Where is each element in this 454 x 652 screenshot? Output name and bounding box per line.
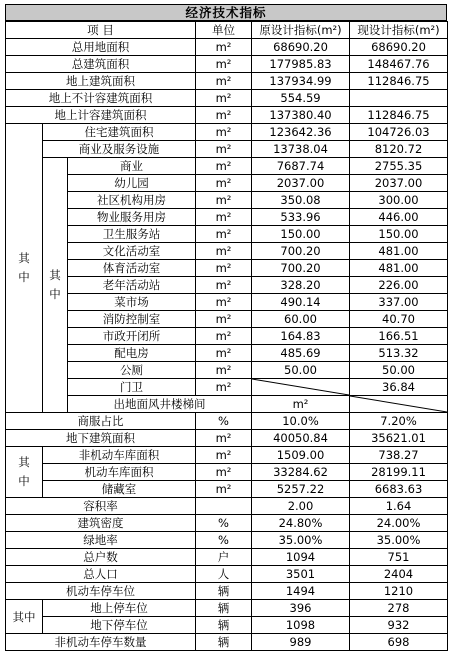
row-original: 1509.00: [252, 447, 350, 464]
economic-indicators-sheet: [5, 4, 447, 651]
row-unit: m²: [196, 192, 252, 209]
row-original: 137380.40: [252, 107, 350, 124]
row-label: 社区机构用房: [68, 192, 196, 209]
row-unit: 辆: [196, 617, 252, 634]
table-row: [6, 464, 448, 481]
row-original: 40050.84: [252, 430, 350, 447]
row-label: 消防控制室: [68, 311, 196, 328]
row-original: 68690.20: [252, 39, 350, 56]
row-current: 278: [350, 600, 448, 617]
row-unit: m²: [196, 447, 252, 464]
row-original: 123642.36: [252, 124, 350, 141]
indicators-table: [5, 21, 448, 651]
row-current: 7.20%: [350, 413, 448, 430]
row-label: 老年活动站: [68, 277, 196, 294]
group-char: 其: [18, 455, 30, 469]
row-original: 533.96: [252, 209, 350, 226]
row-original: 554.59: [252, 90, 350, 107]
row-current: 2037.00: [350, 175, 448, 192]
group-char: 其: [49, 268, 61, 282]
row-current: 35621.01: [350, 430, 448, 447]
row-current: 40.70: [350, 311, 448, 328]
row-current: 1.64: [350, 498, 448, 515]
row-original: 700.20: [252, 243, 350, 260]
header-row: [6, 22, 448, 39]
table-row: [6, 566, 448, 583]
row-unit: 辆: [196, 634, 252, 651]
table-row: [6, 413, 448, 430]
row-current: 226.00: [350, 277, 448, 294]
row-current: 104726.03: [350, 124, 448, 141]
row-current: 481.00: [350, 260, 448, 277]
row-original: 5257.22: [252, 481, 350, 498]
table-row: [6, 209, 448, 226]
row-current: 446.00: [350, 209, 448, 226]
row-label: 卫生服务站: [68, 226, 196, 243]
row-original: 137934.99: [252, 73, 350, 90]
row-original: 50.00: [252, 362, 350, 379]
table-row: [6, 192, 448, 209]
row-unit: m²: [196, 39, 252, 56]
table-row: [6, 362, 448, 379]
row-label: 绿地率: [6, 532, 196, 549]
row-unit: m²: [196, 56, 252, 73]
row-current: 8120.72: [350, 141, 448, 158]
table-row: [6, 277, 448, 294]
row-original: 1494: [252, 583, 350, 600]
row-current: 337.00: [350, 294, 448, 311]
row-unit: m²: [196, 141, 252, 158]
row-unit: m²: [196, 226, 252, 243]
row-original: 13738.04: [252, 141, 350, 158]
row-unit: m²: [196, 362, 252, 379]
row-label: 幼儿园: [68, 175, 196, 192]
header-item: 项 目: [6, 22, 196, 39]
table-row: [6, 532, 448, 549]
row-label: 非机动车停车数量: [6, 634, 196, 651]
table-row: [6, 379, 448, 396]
row-unit: m²: [196, 430, 252, 447]
table-row: [6, 158, 448, 175]
table-title: 经济技术指标: [5, 4, 447, 21]
row-original: 396: [252, 600, 350, 617]
row-unit: m²: [196, 175, 252, 192]
row-unit: 人: [196, 566, 252, 583]
table-row: [6, 73, 448, 90]
table-row: [6, 107, 448, 124]
row-current: 2404: [350, 566, 448, 583]
row-label: 建筑密度: [6, 515, 196, 532]
row-label: 总建筑面积: [6, 56, 196, 73]
row-label: 商服占比: [6, 413, 196, 430]
row-original: 177985.83: [252, 56, 350, 73]
row-original: 1094: [252, 549, 350, 566]
row-current: 698: [350, 634, 448, 651]
table-row: [6, 600, 448, 617]
row-label: 储藏室: [43, 481, 196, 498]
row-current: 24.00%: [350, 515, 448, 532]
table-row: [6, 311, 448, 328]
row-label: 公厕: [68, 362, 196, 379]
row-label: 地上停车位: [43, 600, 196, 617]
row-current: 148467.76: [350, 56, 448, 73]
diagonal-slash: [252, 379, 349, 395]
row-original: 2.00: [252, 498, 350, 515]
row-original: 24.80%: [252, 515, 350, 532]
row-original: 700.20: [252, 260, 350, 277]
row-current: 513.32: [350, 345, 448, 362]
group-char: 中: [18, 270, 30, 284]
row-unit: m²: [196, 107, 252, 124]
row-unit: m²: [196, 260, 252, 277]
row-original: 150.00: [252, 226, 350, 243]
row-original: 485.69: [252, 345, 350, 362]
table-row: [6, 328, 448, 345]
row-original-diagonal-cell: [252, 379, 350, 396]
row-original: 989: [252, 634, 350, 651]
row-original: 7687.74: [252, 158, 350, 175]
row-unit: m²: [196, 124, 252, 141]
row-label: 容积率: [6, 498, 196, 515]
row-current: 112846.75: [350, 73, 448, 90]
row-unit: m²: [196, 464, 252, 481]
row-label: 地下停车位: [43, 617, 196, 634]
row-label: 菜市场: [68, 294, 196, 311]
table-row: [6, 447, 448, 464]
row-label: 地上不计容建筑面积: [6, 90, 196, 107]
row-current: 1210: [350, 583, 448, 600]
row-original: 164.83: [252, 328, 350, 345]
row-label: 地上计容建筑面积: [6, 107, 196, 124]
row-current: 738.27: [350, 447, 448, 464]
row-current: 28199.11: [350, 464, 448, 481]
table-row: [6, 583, 448, 600]
row-original: 10.0%: [252, 413, 350, 430]
row-label: 机动车库面积: [43, 464, 196, 481]
row-unit: m²: [196, 311, 252, 328]
table-row: [6, 481, 448, 498]
row-unit: m²: [196, 73, 252, 90]
row-unit: %: [196, 532, 252, 549]
row-unit: m²: [196, 294, 252, 311]
table-row: [6, 141, 448, 158]
row-unit: 户: [196, 549, 252, 566]
row-current: 2755.35: [350, 158, 448, 175]
row-original: 60.00: [252, 311, 350, 328]
row-original: 2037.00: [252, 175, 350, 192]
row-unit: [196, 498, 252, 515]
row-unit: m²: [252, 396, 350, 413]
table-row: [6, 39, 448, 56]
header-original: 原设计指标(m²): [252, 22, 350, 39]
header-unit: 单位: [196, 22, 252, 39]
table-row: [6, 90, 448, 107]
row-unit: %: [196, 413, 252, 430]
row-label: 商业: [68, 158, 196, 175]
table-row: [6, 175, 448, 192]
row-unit: %: [196, 515, 252, 532]
row-current: 6683.63: [350, 481, 448, 498]
row-label: 配电房: [68, 345, 196, 362]
row-label: 总户数: [6, 549, 196, 566]
table-row: [6, 396, 448, 413]
group-char: 其: [18, 251, 30, 265]
row-current: 751: [350, 549, 448, 566]
row-unit: 辆: [196, 600, 252, 617]
row-label: 地下建筑面积: [6, 430, 196, 447]
row-label: 地上建筑面积: [6, 73, 196, 90]
row-original: 1098: [252, 617, 350, 634]
row-original: 350.08: [252, 192, 350, 209]
row-original: 328.20: [252, 277, 350, 294]
row-original: 35.00%: [252, 532, 350, 549]
table-row: [6, 549, 448, 566]
row-label: 出地面风井楼梯间: [68, 396, 252, 413]
table-row: [6, 515, 448, 532]
row-original: 490.14: [252, 294, 350, 311]
table-row: [6, 243, 448, 260]
row-label: 非机动车库面积: [43, 447, 196, 464]
row-unit: m²: [196, 90, 252, 107]
row-label: 文化活动室: [68, 243, 196, 260]
row-unit: 辆: [196, 583, 252, 600]
row-label: 门卫: [68, 379, 196, 396]
table-row: [6, 226, 448, 243]
row-current: 481.00: [350, 243, 448, 260]
group-label-qizhong-parking: 其中: [6, 600, 43, 634]
table-row: [6, 345, 448, 362]
row-unit: m²: [196, 379, 252, 396]
row-current: 932: [350, 617, 448, 634]
row-original: 33284.62: [252, 464, 350, 481]
row-unit: m²: [196, 345, 252, 362]
row-unit: m²: [196, 209, 252, 226]
row-current: 300.00: [350, 192, 448, 209]
row-current: 50.00: [350, 362, 448, 379]
table-row: [6, 124, 448, 141]
row-unit: m²: [196, 328, 252, 345]
row-label: 商业及服务设施: [43, 141, 196, 158]
group-label-qizhong: [6, 124, 43, 413]
table-row: [6, 294, 448, 311]
row-unit: m²: [196, 158, 252, 175]
table-row: [6, 430, 448, 447]
diagonal-slash: [350, 396, 447, 412]
row-label: 总人口: [6, 566, 196, 583]
row-label: 住宅建筑面积: [43, 124, 196, 141]
row-label: 物业服务用房: [68, 209, 196, 226]
group-label-qizhong-underground: [6, 447, 43, 498]
group-label-qizhong-inner: [43, 158, 68, 413]
table-row: [6, 634, 448, 651]
group-char: 中: [18, 474, 30, 488]
group-char: 中: [49, 287, 61, 301]
row-current: 68690.20: [350, 39, 448, 56]
row-current: 150.00: [350, 226, 448, 243]
row-original-diagonal-cell: [350, 396, 448, 413]
table-row: [6, 56, 448, 73]
table-row: [6, 617, 448, 634]
row-label: 体育活动室: [68, 260, 196, 277]
row-original: 3501: [252, 566, 350, 583]
table-row: [6, 260, 448, 277]
row-unit: m²: [196, 243, 252, 260]
row-current: [350, 90, 448, 107]
row-current: 166.51: [350, 328, 448, 345]
row-label: 总用地面积: [6, 39, 196, 56]
table-row: [6, 498, 448, 515]
row-current: 112846.75: [350, 107, 448, 124]
row-label: 市政开闭所: [68, 328, 196, 345]
row-current: 36.84: [350, 379, 448, 396]
row-unit: m²: [196, 481, 252, 498]
row-current: 35.00%: [350, 532, 448, 549]
row-unit: m²: [196, 277, 252, 294]
header-current: 现设计指标(m²): [350, 22, 448, 39]
row-label: 机动车停车位: [6, 583, 196, 600]
